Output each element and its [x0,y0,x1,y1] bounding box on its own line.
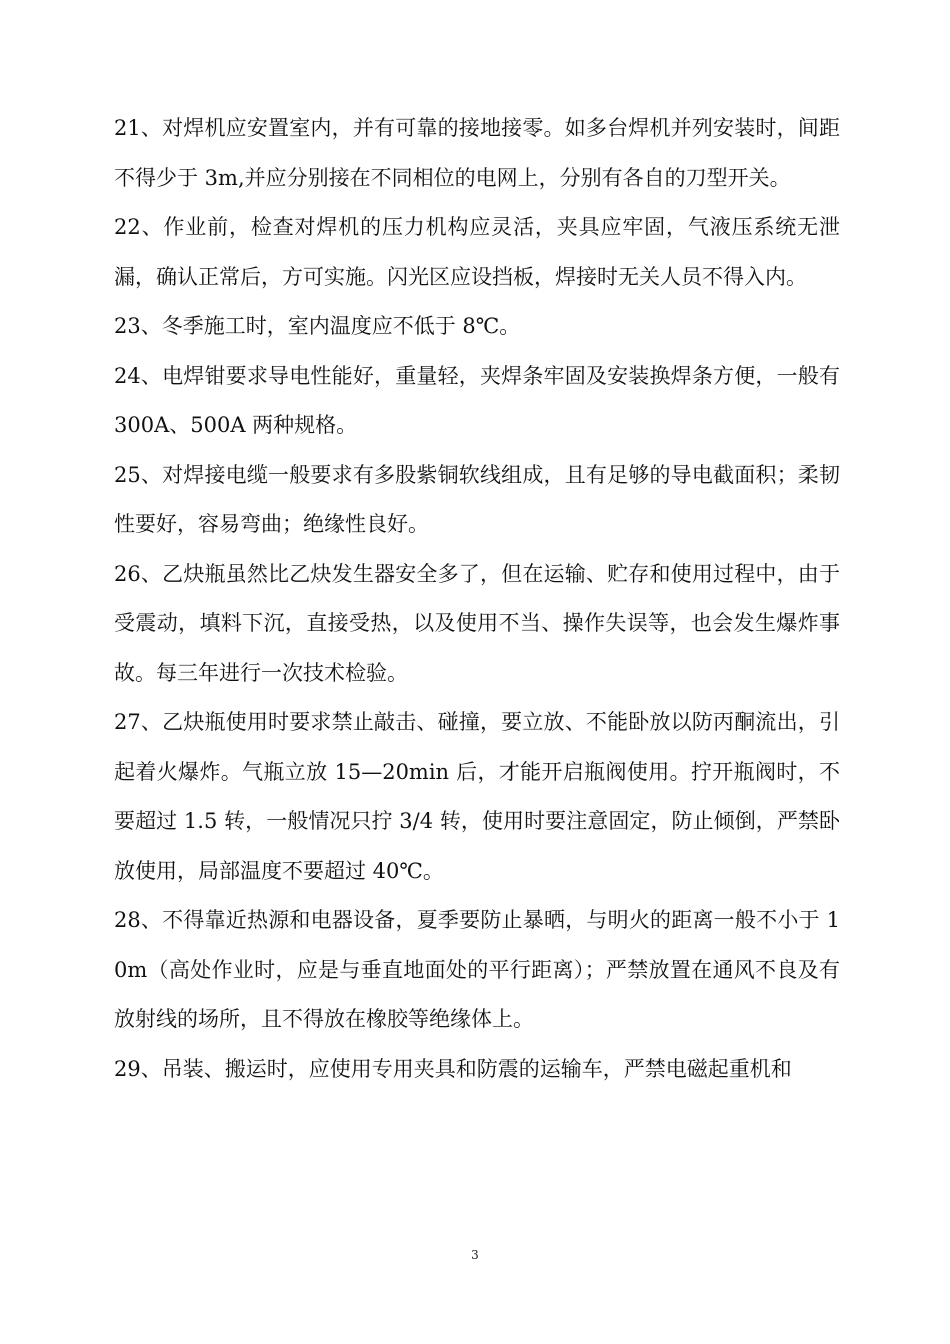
paragraph-25: 25、对焊接电缆一般要求有多股紫铜软线组成，且有足够的导电截面积；柔韧性要好，容易弯曲；绝缘性良好。 [114,462,840,536]
paragraph-26: 26、乙炔瓶虽然比乙炔发生器安全多了，但在运输、贮存和使用过程中，由于受震动，填料下沉，直接受热，以及使用不当、操作失误等，也会发生爆炸事故。每三年进行一次技术检验。 [114,561,840,685]
document-body [114,104,840,1094]
page-number: 3 [471,1248,479,1262]
paragraph-28: 28、不得靠近热源和电器设备，夏季要防止暴晒，与明火的距离一般不小于 10m（高处作业时，应是与垂直地面处的平行距离）；严禁放置在通风不良及有放射线的场所，且不得放在橡胶等绝缘体上。 [114,908,840,1031]
paragraph-22: 22、作业前，检查对焊机的压力机构应灵活，夹具应牢固，气液压系统无泄漏，确认正常后，方可实施。闪光区应设挡板，焊接时无关人员不得入内。 [114,215,840,289]
paragraph-24: 24、电焊钳要求导电性能好，重量轻，夹焊条牢固及安装换焊条方便，一般有 300A、500A 两种规格。 [114,363,840,437]
paragraph-21: 21、对焊机应安置室内，并有可靠的接地接零。如多台焊机并列安装时，间距不得少于 3m,并应分别接在不同相位的电网上，分别有各自的刀型开关。 [114,116,840,190]
paragraph-23: 23、冬季施工时，室内温度应不低于 8℃。 [114,314,521,338]
paragraph-29: 29、吊装、搬运时，应使用专用夹具和防震的运输车，严禁电磁起重机和 [114,1056,792,1081]
paragraph-27: 27、乙炔瓶使用时要求禁止敲击、碰撞，要立放、不能卧放以防丙酮流出，引起着火爆炸。气瓶立放 15—20min 后，才能开启瓶阀使用。拧开瓶阀时，不要超过 1.5 转，一般情况只拧 3/4 转，使用时要注意固定，防止倾倒，严禁卧放使用，局部温度不要超过 40℃。 [114,710,840,883]
